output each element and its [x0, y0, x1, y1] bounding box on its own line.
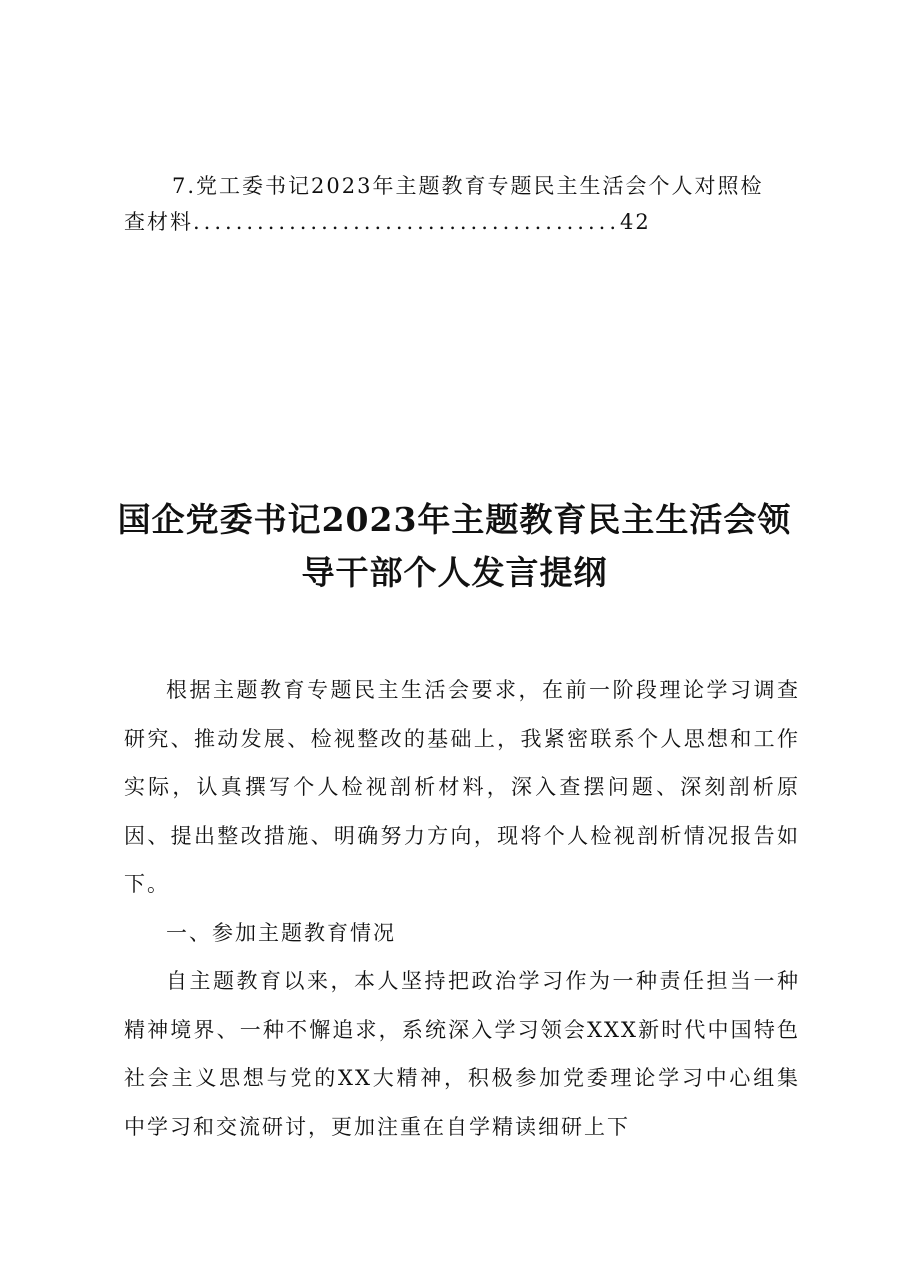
document-title — [90, 493, 819, 599]
section-heading: 一、参加主题教育情况 — [166, 920, 396, 945]
toc-entry-title-end: 查材料 — [124, 210, 193, 234]
table-of-contents-entry — [124, 168, 804, 240]
toc-entry-continuation — [124, 204, 804, 240]
toc-leader-dots: ........................................ — [193, 210, 621, 234]
toc-entry-title: 7.党工委书记2023年主题教育专题民主生活会个人对照检 — [172, 174, 764, 198]
document-title-line-1: 国企党委书记2023年主题教育民主生活会领 — [117, 500, 792, 539]
paragraph-section-1: 自主题教育以来，本人坚持把政治学习作为一种责任担当一种精神境界、一种不懈追求，系统深入学习领会XXX新时代中国特色社会主义思想与党的XX大精神，积极参加党委理论学习中心组集中学习和交流研讨，更加注重在自学精读细研上下 — [124, 969, 800, 1139]
toc-page-number: 42 — [620, 210, 651, 234]
paragraph-intro: 根据主题教育专题民主生活会要求，在前一阶段理论学习调查研究、推动发展、检视整改的基础上，我紧密联系个人思想和工作实际，认真撰写个人检视剖析材料，深入查摆问题、深刻剖析原因、提出整改措施、明确努力方向，现将个人检视剖析情况报告如下。 — [124, 678, 800, 896]
document-body — [124, 666, 800, 1151]
document-title-line-2: 导干部个人发言提纲 — [301, 553, 608, 592]
